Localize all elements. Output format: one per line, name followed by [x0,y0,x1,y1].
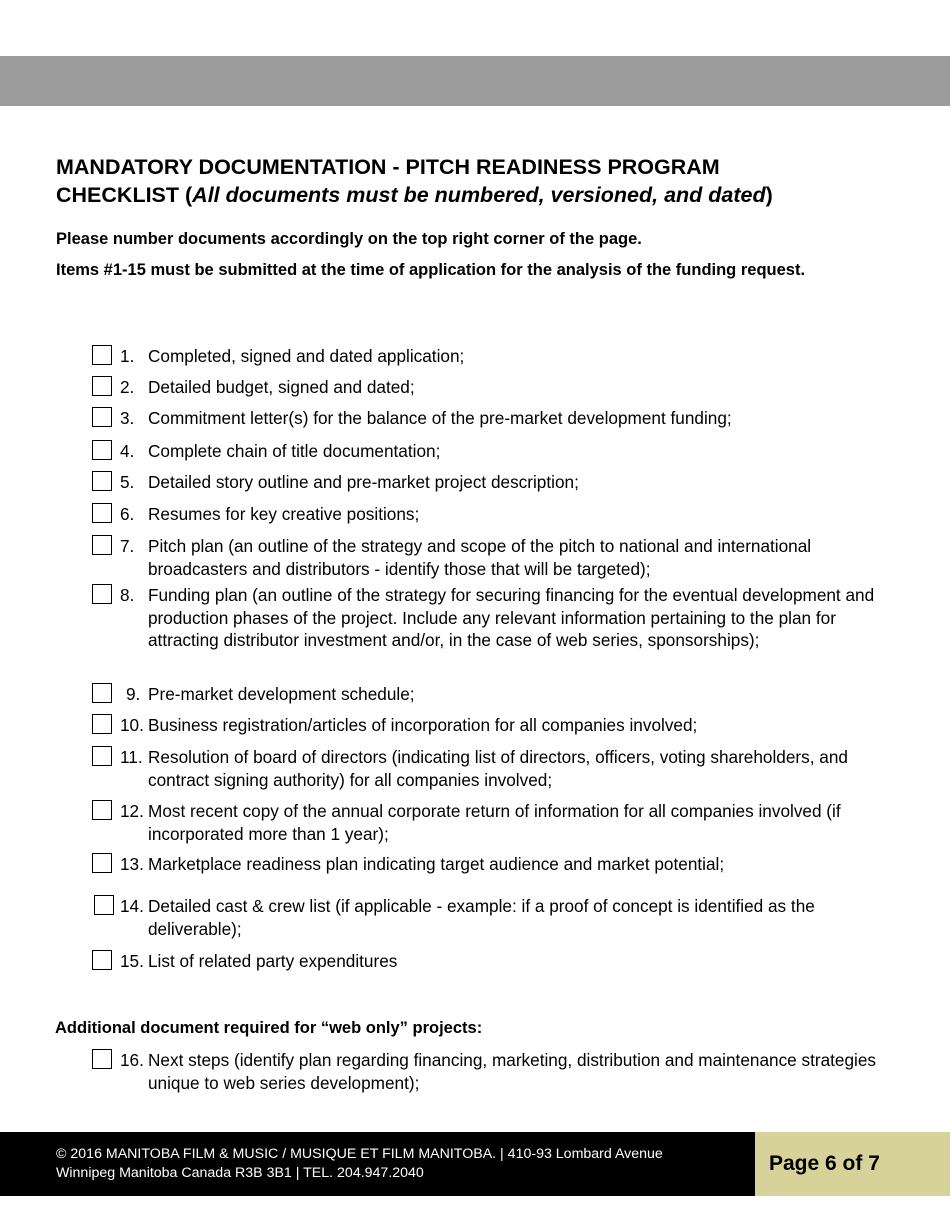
item-text: Detailed story outline and pre-market project description; [148,472,579,492]
checkbox[interactable] [94,895,114,915]
web-only-heading: Additional document required for “web only” projects: [55,1019,483,1037]
page-number: Page 6 of 7 [769,1152,880,1175]
checkbox[interactable] [92,800,112,820]
title-line-2-emphasis: All documents must be numbered, versioned, and dated [192,183,766,207]
checkbox[interactable] [92,950,112,970]
item-number: 7. [120,536,135,556]
item-text: Complete chain of title documentation; [148,441,441,461]
item-text: Most recent copy of the annual corporate return of information for all companies involved (if incorporated more than 1 year); [148,801,841,844]
item-text: Resumes for key creative positions; [148,504,420,524]
footer-city-phone: Winnipeg Manitoba Canada R3B 3B1 | TEL. 204.947.2040 [56,1165,424,1181]
checkbox[interactable] [92,683,112,703]
item-number: 11. [120,747,143,767]
item-number: 9. [126,684,141,704]
instruction-numbering: Please number documents accordingly on the top right corner of the page. [56,230,642,248]
item-number: 16. [120,1050,144,1070]
footer-copyright-address: © 2016 MANITOBA FILM & MUSIC / MUSIQUE ET FILM MANITOBA. | 410-93 Lombard Avenue [56,1146,663,1162]
item-text: Completed, signed and dated application; [148,346,465,366]
item-text: Marketplace readiness plan indicating target audience and market potential; [148,854,725,874]
item-text: Pitch plan (an outline of the strategy and scope of the pitch to national and international broadcasters and distributors - identify those that will be targeted); [148,536,812,579]
checkbox[interactable] [92,853,112,873]
checkbox[interactable] [92,584,112,604]
title-line-2-prefix: CHECKLIST ( [56,183,193,207]
checkbox[interactable] [92,345,112,365]
checkbox[interactable] [92,714,112,734]
item-number: 1. [120,346,135,366]
item-text: Commitment letter(s) for the balance of the pre-market development funding; [148,408,732,428]
item-number: 4. [120,441,135,461]
checkbox[interactable] [92,376,112,396]
page-title [56,153,916,209]
checkbox[interactable] [92,503,112,523]
item-number: 8. [120,585,135,605]
title-line-1: MANDATORY DOCUMENTATION - PITCH READINESS PROGRAM [56,155,720,179]
item-text: Business registration/articles of incorporation for all companies involved; [148,715,698,735]
item-number: 14. [120,896,144,916]
instruction-submission: Items #1-15 must be submitted at the time of application for the analysis of the funding request. [56,261,806,279]
item-number: 5. [120,472,135,492]
checkbox[interactable] [92,471,112,491]
item-text: Pre-market development schedule; [148,684,415,704]
item-number: 6. [120,504,135,524]
item-text: List of related party expenditures [148,951,398,971]
item-text: Detailed budget, signed and dated; [148,377,415,397]
item-text: Resolution of board of directors (indicating list of directors, officers, voting shareholders, and contract signing authority) for all companies involved; [148,747,848,790]
checkbox[interactable] [92,407,112,427]
header-bar [0,56,950,106]
checkbox[interactable] [92,746,112,766]
item-number: 2. [120,377,135,397]
item-number: 12. [120,801,144,821]
title-line-2-suffix: ) [765,183,773,207]
item-number: 15. [120,951,144,971]
checkbox[interactable] [92,440,112,460]
checkbox[interactable] [92,1049,112,1069]
item-number: 10. [120,715,144,735]
item-number: 13. [120,854,144,874]
page-indicator [755,1132,950,1196]
checkbox[interactable] [92,535,112,555]
item-text: Next steps (identify plan regarding financing, marketing, distribution and maintenance strategies unique to web series development); [148,1050,877,1093]
item-text: Funding plan (an outline of the strategy for securing financing for the eventual development and production phases of the project. Include any relevant information pertaining to the plan for attracting distributor investment and/or, in the case of web series, sponsorships); [148,585,875,650]
item-text: Detailed cast & crew list (if applicable - example: if a proof of concept is identified as the deliverable); [148,896,815,939]
item-number: 3. [120,408,135,428]
footer [0,1132,755,1196]
